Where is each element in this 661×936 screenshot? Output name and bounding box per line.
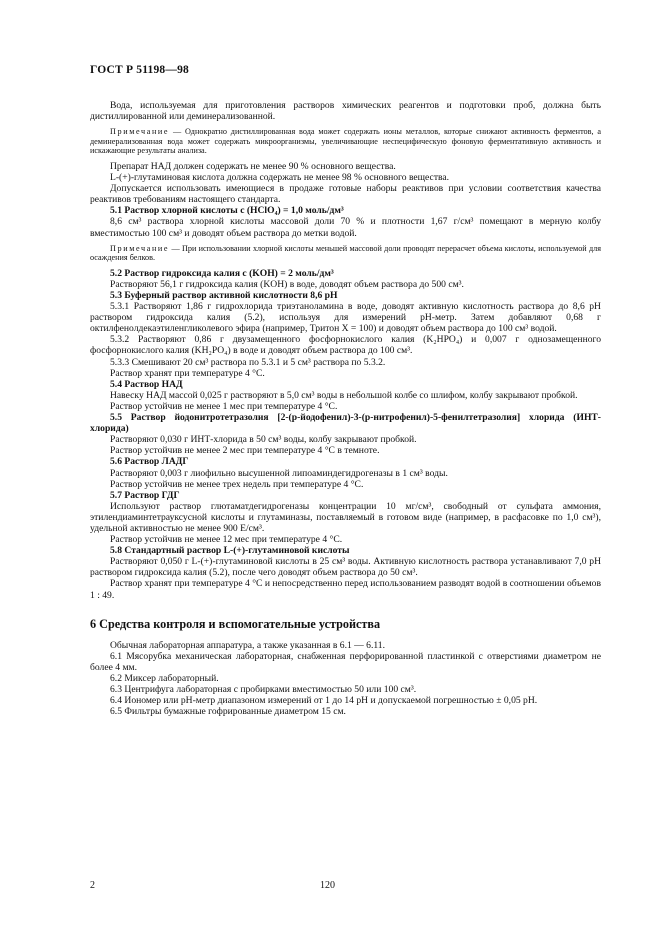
paragraph: Раствор устойчив не менее трех недель при температуре 4 °С. bbox=[110, 478, 364, 490]
paragraph: 5.3.2 Растворяют 0,86 г двузамещенного фосфорнокислого калия (K₂HPO₄) и 0,007 г однозамещенного фосфорнокислого калия (KH₂PO₄) в воде и доводят объем раствора до 100 см³. bbox=[90, 334, 601, 357]
paragraph: 6.1 Мясорубка механическая лабораторная, снабженная перфорированной пластинкой с отверстиями диаметром не более 4 мм. bbox=[90, 650, 601, 673]
paragraph: Обычная лабораторная аппаратура, а также указанная в 6.1 — 6.11. bbox=[110, 639, 385, 651]
subsection-heading: 5.6 Раствор ЛАДГ bbox=[110, 456, 189, 468]
subsection-heading: 5.4 Раствор НАД bbox=[110, 378, 183, 390]
paragraph: Растворяют 0,030 г ИНТ-хлорида в 50 см³ воды, колбу закрывают пробкой. bbox=[110, 434, 417, 446]
paragraph: Раствор хранят при температуре 4 °С и непосредственно перед использованием разводят водой в соотношении объемов 1 : 49. bbox=[90, 578, 601, 601]
paragraph: 6.5 Фильтры бумажные гофрированные диаметром 15 см. bbox=[110, 706, 346, 718]
paragraph: Раствор устойчив не менее 1 мес при температуре 4 °С. bbox=[110, 400, 338, 412]
paragraph: 6.2 Миксер лабораторный. bbox=[110, 673, 219, 684]
document-body bbox=[90, 100, 601, 717]
paragraph: Навеску НАД массой 0,025 г растворяют в 5,0 см³ воды в небольшой колбе со шлифом, колбу закрывают пробкой. bbox=[110, 389, 578, 401]
paragraph: Препарат НАД должен содержать не менее 90 % основного вещества. bbox=[110, 160, 396, 172]
paragraph: Растворяют 0,003 г лиофильно высушенной липоаминдегидрогеназы в 1 см³ воды. bbox=[110, 467, 448, 479]
paragraph: 6.3 Центрифуга лабораторная с пробирками вместимостью 50 или 100 см³. bbox=[110, 684, 417, 696]
paragraph: Раствор устойчив не менее 12 мес при температуре 4 °С. bbox=[110, 534, 343, 546]
paragraph: Вода, используемая для приготовления растворов химических реагентов и подготовки проб, должна быть дистиллированной или деминерализованной. bbox=[90, 100, 601, 123]
note-label: Примечание bbox=[110, 243, 170, 253]
note-label: Примечание bbox=[110, 127, 170, 137]
page-number-left: 2 bbox=[90, 880, 95, 891]
paragraph: Раствор устойчив не менее 2 мес при температуре 4 °С в темноте. bbox=[110, 445, 380, 457]
subsection-heading: 5.8 Стандартный раствор L-(+)-глутаминовой кислоты bbox=[110, 545, 350, 557]
subsection-heading: 5.3 Буферный раствор активной кислотности 8,6 pH bbox=[110, 290, 338, 301]
paragraph: 5.3.3 Смешивают 20 см³ раствора по 5.3.1 и 5 см³ раствора по 5.3.2. bbox=[110, 356, 386, 368]
page-number-center: 120 bbox=[320, 880, 335, 891]
subsection-heading: 5.7 Раствор ГДГ bbox=[110, 489, 180, 501]
subsection-heading: 5.2 Раствор гидроксида калия c (KOH) = 2 моль/дм³ bbox=[110, 267, 334, 279]
paragraph: Раствор хранят при температуре 4 °С. bbox=[110, 367, 265, 379]
paragraph: Используют раствор глютаматдегидрогеназы концентрации 10 мг/см³, свободный от сульфата аммония, этилендиаминтетрауксусной кислоты и глутаминазы, поставляемый в готовом виде (например, в расфасовке по 1,0 см³), удельной активностью не менее 900 Е/см³. bbox=[90, 500, 601, 534]
note bbox=[90, 244, 601, 263]
document-header: ГОСТ Р 51198—98 bbox=[90, 64, 189, 76]
paragraph: 5.3.1 Растворяют 1,86 г гидрохлорида триэтаноламина в воде, доводят активную кислотность раствора до 8,6 pH раствором гидроксида калия (5.2), используя для измерений pH-метр. Затем добавляют 0,68 г октилфенолдекаэтиленгликолевого эфира (например, Тритон X = 100) и доводят объем раствора до 100 см³ водой. bbox=[90, 301, 601, 335]
subsection-heading: 5.5 Раствор йодонитротетразолия [2-(р-йодофенил)-3-(р-нитрофенил)-5-фенилтетразолия] хлорида (ИНТ-хлорида) bbox=[90, 412, 601, 435]
paragraph: 8,6 см³ раствора хлорной кислоты массовой доли 70 % и плотности 1,67 г/см³ помещают в мерную колбу вместимостью 100 см³ и доводят объем раствора до метки водой. bbox=[90, 216, 601, 239]
paragraph: L-(+)-глутаминовая кислота должна содержать не менее 98 % основного вещества. bbox=[110, 172, 450, 184]
paragraph: Допускается использовать имеющиеся в продаже готовые наборы реактивов при условии соответствия качества реактивов требованиям настоящего стандарта. bbox=[90, 183, 601, 206]
paragraph: Растворяют 56,1 г гидроксида калия (KOH) в воде, доводят объем раствора до 500 см³. bbox=[110, 278, 464, 290]
section-heading: 6 Средства контроля и вспомогательные устройства bbox=[90, 616, 381, 631]
note-text: — При использовании хлорной кислоты меньшей массовой доли проводят перерасчет объема кислоты, используемой для осаждения белков. bbox=[90, 243, 601, 263]
subsection-heading: 5.1 Раствор хлорной кислоты c (HClO₄) = 1,0 моль/дм³ bbox=[110, 205, 344, 217]
note-text: — Однократно дистиллированная вода может содержать ионы металлов, которые снижают активность ферментов, а деминерализованная вода может содержать микроорганизмы, увеличивающие неспецифическую фоновую ферментативную активность и искажающие результаты анализа. bbox=[90, 127, 601, 156]
paragraph: Растворяют 0,050 г L-(+)-глутаминовой кислоты в 25 см³ воды. Активную кислотность раствора устанавливают 7,0 pH раствором гидроксида калия (5.2), после чего доводят объем раствора до 50 см³. bbox=[90, 556, 601, 579]
paragraph: 6.4 Иономер или pH-метр диапазоном измерений от 1 до 14 pH и допускаемой погрешностью ± 0,05 pH. bbox=[110, 695, 538, 707]
note bbox=[90, 127, 601, 156]
